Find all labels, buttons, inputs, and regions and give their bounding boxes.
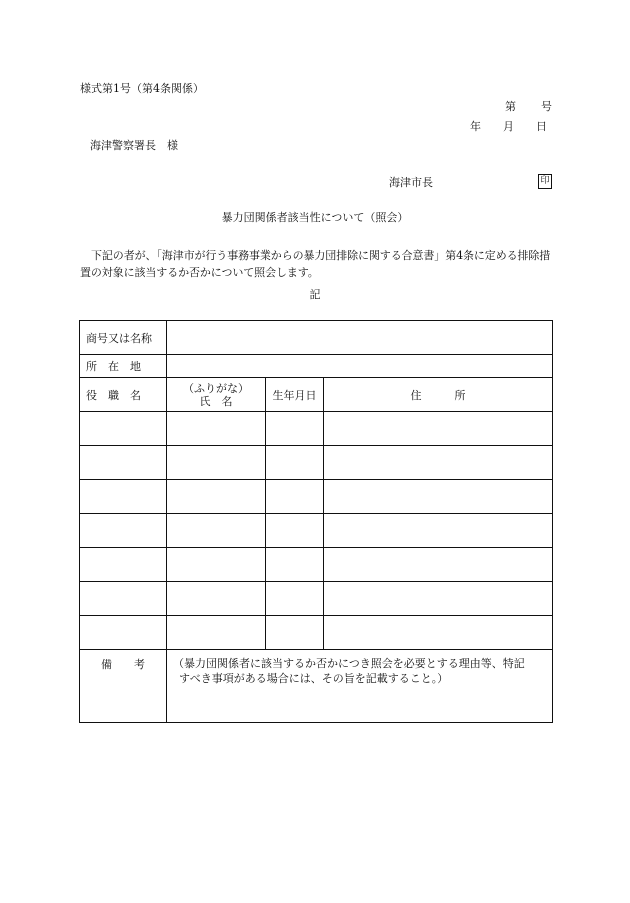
number-suffix: 号 [541, 100, 552, 113]
document-title: 暴力団関係者該当性について（照会） [221, 211, 409, 224]
inquiry-table [79, 320, 553, 723]
table-row [80, 446, 553, 480]
cell-address[interactable] [324, 616, 553, 650]
document-date [470, 120, 547, 134]
cell-position[interactable] [80, 548, 167, 582]
date-month: 月 [503, 120, 514, 133]
table-row [80, 480, 553, 514]
cell-position[interactable] [80, 412, 167, 446]
cell-name[interactable] [167, 480, 266, 514]
cell-position[interactable] [80, 514, 167, 548]
table-row [80, 514, 553, 548]
ki-mark: 記 [309, 288, 321, 301]
location-value-cell[interactable] [167, 355, 553, 378]
cell-position[interactable] [80, 616, 167, 650]
cell-name[interactable] [167, 616, 266, 650]
remarks-line-1: （暴力団関係者に該当するか否かにつき照会を必要とする理由等、特記 [173, 657, 525, 670]
form-label: 様式第1号（第4条関係） [80, 82, 204, 95]
table-row-location [80, 355, 553, 378]
remarks-line-2: すべき事項がある場合には、その旨を記載すること。） [179, 672, 449, 685]
location-label: 所 在 地 [80, 355, 167, 378]
furigana-label: （ふりがな） [183, 381, 249, 395]
cell-address[interactable] [324, 548, 553, 582]
addressee: 海津警察署長 様 [90, 139, 178, 152]
sender: 海津市長 [389, 176, 433, 189]
cell-position[interactable] [80, 480, 167, 514]
body-paragraph: 下記の者が、「海津市が行う事務事業からの暴力団排除に関する合意書」第4条に定める排除措置の対象に該当するか否かについて照会します。 [80, 249, 551, 279]
cell-position[interactable] [80, 446, 167, 480]
cell-address[interactable] [324, 480, 553, 514]
table-row [80, 412, 553, 446]
cell-birth[interactable] [266, 412, 324, 446]
cell-address[interactable] [324, 446, 553, 480]
number-prefix: 第 [505, 100, 516, 113]
cell-birth[interactable] [266, 548, 324, 582]
date-year: 年 [470, 120, 481, 133]
cell-name[interactable] [167, 582, 266, 616]
remarks-cell[interactable] [167, 650, 553, 723]
name-label-sub: 氏 名 [199, 394, 233, 408]
remarks-label: 備 考 [80, 650, 167, 723]
cell-birth[interactable] [266, 582, 324, 616]
cell-address[interactable] [324, 582, 553, 616]
col-position-header: 役 職 名 [80, 378, 167, 412]
document-number [505, 100, 552, 114]
cell-birth[interactable] [266, 446, 324, 480]
date-day: 日 [536, 120, 547, 133]
col-address-header: 住 所 [324, 378, 553, 412]
table-row [80, 582, 553, 616]
seal-mark: 印 [538, 174, 552, 189]
table-row-name [80, 321, 553, 355]
name-value-cell[interactable] [167, 321, 553, 355]
cell-name[interactable] [167, 412, 266, 446]
table-header-row [80, 378, 553, 412]
table-row [80, 616, 553, 650]
cell-name[interactable] [167, 446, 266, 480]
col-name-header [167, 378, 266, 412]
cell-position[interactable] [80, 582, 167, 616]
cell-birth[interactable] [266, 480, 324, 514]
cell-address[interactable] [324, 412, 553, 446]
col-birth-header: 生年月日 [266, 378, 324, 412]
cell-birth[interactable] [266, 514, 324, 548]
cell-birth[interactable] [266, 616, 324, 650]
table-row-remarks [80, 650, 553, 723]
table-row [80, 548, 553, 582]
cell-address[interactable] [324, 514, 553, 548]
cell-name[interactable] [167, 548, 266, 582]
cell-name[interactable] [167, 514, 266, 548]
name-label: 商号又は名称 [80, 321, 167, 355]
